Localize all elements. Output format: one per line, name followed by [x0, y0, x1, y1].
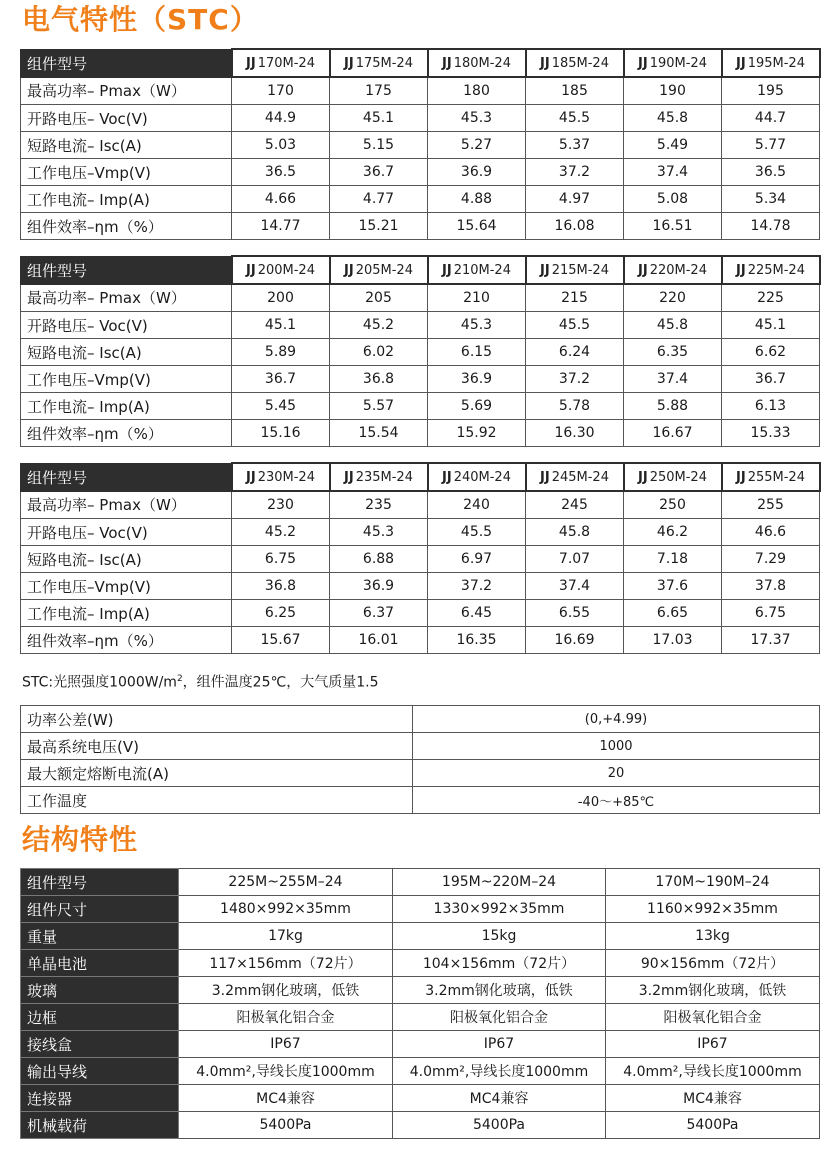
value-cell: 190 — [624, 77, 722, 105]
table-row — [21, 519, 820, 546]
value-cell: 36.9 — [428, 159, 526, 186]
struct-value: 阳极氧化铝合金 — [179, 1004, 393, 1031]
value-cell: 36.9 — [330, 573, 428, 600]
value-cell: 7.29 — [722, 546, 820, 573]
value-cell: 45.5 — [428, 519, 526, 546]
row-label: 工作电流– Imp(A) — [21, 186, 232, 213]
value-cell: 185 — [526, 77, 624, 105]
value-cell: 230 — [232, 491, 330, 519]
struct-value: 5400Pa — [393, 1112, 606, 1139]
value-cell: 14.78 — [722, 213, 820, 240]
value-cell: 240 — [428, 491, 526, 519]
structural-section-title: 结构特性 — [22, 823, 139, 856]
electrical-spec-table-1 — [20, 48, 821, 240]
value-cell: 4.97 — [526, 186, 624, 213]
value-cell: 45.8 — [624, 105, 722, 132]
value-cell: 15.33 — [722, 420, 820, 447]
value-cell: 36.7 — [722, 366, 820, 393]
model-prefix: JJ — [246, 262, 256, 278]
struct-label: 组件型号 — [21, 869, 179, 896]
struct-value: 90×156mm（72片） — [606, 950, 820, 977]
value-cell: 15.16 — [232, 420, 330, 447]
struct-model-range: 225M~255M–24 — [179, 869, 393, 896]
struct-label: 重量 — [21, 923, 179, 950]
model-cell — [526, 49, 624, 77]
table-row — [21, 1112, 820, 1139]
spec-value: (0,+4.99) — [413, 706, 820, 733]
model-prefix: JJ — [736, 469, 746, 485]
model-cell — [624, 256, 722, 284]
model-prefix: JJ — [246, 55, 256, 71]
row-label: 组件效率–ηm（%） — [21, 420, 232, 447]
row-label: 组件效率–ηm（%） — [21, 213, 232, 240]
value-cell: 36.7 — [232, 366, 330, 393]
model-prefix: JJ — [442, 55, 452, 71]
table-row — [21, 546, 820, 573]
value-cell: 37.4 — [624, 366, 722, 393]
value-cell: 36.5 — [232, 159, 330, 186]
struct-value: 3.2mm钢化玻璃，低铁 — [393, 977, 606, 1004]
value-cell: 6.55 — [526, 600, 624, 627]
model-prefix: JJ — [736, 262, 746, 278]
table-row — [21, 1085, 820, 1112]
model-name: 175M-24 — [355, 55, 413, 71]
value-cell: 250 — [624, 491, 722, 519]
model-cell — [232, 49, 330, 77]
spec-label: 最大额定熔断电流(A) — [21, 760, 413, 787]
model-prefix: JJ — [344, 55, 354, 71]
table-row — [21, 132, 820, 159]
spec-label: 功率公差(W) — [21, 706, 413, 733]
value-cell: 180 — [428, 77, 526, 105]
spec-value: 1000 — [413, 733, 820, 760]
row-label: 最高功率– Pmax（W） — [21, 284, 232, 312]
table-row — [21, 312, 820, 339]
struct-value: 15kg — [393, 923, 606, 950]
row-label: 开路电压– Voc(V) — [21, 519, 232, 546]
model-cell — [330, 49, 428, 77]
struct-label: 机械载荷 — [21, 1112, 179, 1139]
value-cell: 6.02 — [330, 339, 428, 366]
model-name: 235M-24 — [355, 469, 413, 485]
struct-value: 5400Pa — [179, 1112, 393, 1139]
value-cell: 6.45 — [428, 600, 526, 627]
table-row — [21, 950, 820, 977]
value-cell: 6.37 — [330, 600, 428, 627]
table-row — [21, 787, 820, 814]
model-name: 255M-24 — [747, 469, 805, 485]
table-row — [21, 600, 820, 627]
model-name: 225M-24 — [747, 262, 805, 278]
value-cell: 46.6 — [722, 519, 820, 546]
struct-value: MC4兼容 — [606, 1085, 820, 1112]
struct-value: 1480×992×35mm — [179, 896, 393, 923]
row-label: 短路电流– Isc(A) — [21, 132, 232, 159]
struct-label: 连接器 — [21, 1085, 179, 1112]
value-cell: 5.45 — [232, 393, 330, 420]
value-cell: 245 — [526, 491, 624, 519]
model-name: 210M-24 — [453, 262, 511, 278]
value-cell: 45.5 — [526, 105, 624, 132]
model-name: 240M-24 — [453, 469, 511, 485]
spec-label: 最高系统电压(V) — [21, 733, 413, 760]
row-label: 开路电压– Voc(V) — [21, 312, 232, 339]
struct-value: 阳极氧化铝合金 — [393, 1004, 606, 1031]
value-cell: 6.65 — [624, 600, 722, 627]
value-cell: 45.3 — [428, 105, 526, 132]
struct-value: 104×156mm（72片） — [393, 950, 606, 977]
value-cell: 16.30 — [526, 420, 624, 447]
value-cell: 210 — [428, 284, 526, 312]
value-cell: 6.24 — [526, 339, 624, 366]
row-label: 开路电压– Voc(V) — [21, 105, 232, 132]
value-cell: 5.08 — [624, 186, 722, 213]
struct-value: IP67 — [393, 1031, 606, 1058]
value-cell: 15.92 — [428, 420, 526, 447]
value-cell: 36.8 — [232, 573, 330, 600]
value-cell: 44.9 — [232, 105, 330, 132]
electrical-spec-table-2 — [20, 255, 821, 447]
model-cell — [722, 463, 820, 491]
value-cell: 7.07 — [526, 546, 624, 573]
model-cell — [624, 49, 722, 77]
value-cell: 45.8 — [526, 519, 624, 546]
value-cell: 37.2 — [526, 159, 624, 186]
table-row — [21, 869, 820, 896]
model-header-row — [21, 463, 820, 491]
value-cell: 17.03 — [624, 627, 722, 654]
value-cell: 15.21 — [330, 213, 428, 240]
value-cell: 220 — [624, 284, 722, 312]
table-row — [21, 77, 820, 105]
value-cell: 225 — [722, 284, 820, 312]
table-row — [21, 627, 820, 654]
model-prefix: JJ — [540, 55, 550, 71]
model-cell — [428, 463, 526, 491]
model-cell — [722, 256, 820, 284]
struct-value: IP67 — [179, 1031, 393, 1058]
struct-label: 输出导线 — [21, 1058, 179, 1085]
value-cell: 6.75 — [232, 546, 330, 573]
value-cell: 5.34 — [722, 186, 820, 213]
table-row — [21, 284, 820, 312]
struct-value: 阳极氧化铝合金 — [606, 1004, 820, 1031]
value-cell: 5.88 — [624, 393, 722, 420]
value-cell: 235 — [330, 491, 428, 519]
value-cell: 255 — [722, 491, 820, 519]
value-cell: 45.5 — [526, 312, 624, 339]
model-name: 245M-24 — [551, 469, 609, 485]
value-cell: 175 — [330, 77, 428, 105]
spec-value: 20 — [413, 760, 820, 787]
struct-value: 117×156mm（72片） — [179, 950, 393, 977]
value-cell: 37.2 — [526, 366, 624, 393]
row-label: 最高功率– Pmax（W） — [21, 491, 232, 519]
value-cell: 45.2 — [330, 312, 428, 339]
value-cell: 37.2 — [428, 573, 526, 600]
value-cell: 37.8 — [722, 573, 820, 600]
value-cell: 36.7 — [330, 159, 428, 186]
value-cell: 5.77 — [722, 132, 820, 159]
value-cell: 45.1 — [330, 105, 428, 132]
value-cell: 5.89 — [232, 339, 330, 366]
table-row — [21, 213, 820, 240]
model-name: 230M-24 — [257, 469, 315, 485]
model-prefix: JJ — [736, 55, 746, 71]
value-cell: 16.08 — [526, 213, 624, 240]
value-cell: 4.66 — [232, 186, 330, 213]
table-row — [21, 393, 820, 420]
value-cell: 6.25 — [232, 600, 330, 627]
value-cell: 36.8 — [330, 366, 428, 393]
row-label: 短路电流– Isc(A) — [21, 546, 232, 573]
model-cell — [232, 463, 330, 491]
value-cell: 16.51 — [624, 213, 722, 240]
struct-value: IP67 — [606, 1031, 820, 1058]
value-cell: 45.8 — [624, 312, 722, 339]
model-name: 205M-24 — [355, 262, 413, 278]
value-cell: 17.37 — [722, 627, 820, 654]
table-row — [21, 760, 820, 787]
struct-value: 4.0mm²,导线长度1000mm — [606, 1058, 820, 1085]
table-row — [21, 159, 820, 186]
value-cell: 15.64 — [428, 213, 526, 240]
struct-label: 玻璃 — [21, 977, 179, 1004]
model-cell — [232, 256, 330, 284]
row-label: 组件效率–ηm（%） — [21, 627, 232, 654]
model-name: 250M-24 — [649, 469, 707, 485]
model-name: 190M-24 — [649, 55, 707, 71]
model-prefix: JJ — [638, 55, 648, 71]
electrical-spec-table-3 — [20, 462, 821, 654]
value-cell: 16.01 — [330, 627, 428, 654]
table-row — [21, 977, 820, 1004]
value-cell: 36.9 — [428, 366, 526, 393]
spec-value: -40～+85℃ — [413, 787, 820, 814]
table-row — [21, 186, 820, 213]
value-cell: 16.35 — [428, 627, 526, 654]
table-row — [21, 896, 820, 923]
table-row — [21, 491, 820, 519]
model-prefix: JJ — [638, 469, 648, 485]
model-prefix: JJ — [344, 469, 354, 485]
row-label: 最高功率– Pmax（W） — [21, 77, 232, 105]
value-cell: 7.18 — [624, 546, 722, 573]
value-cell: 45.2 — [232, 519, 330, 546]
value-cell: 45.3 — [428, 312, 526, 339]
model-prefix: JJ — [442, 262, 452, 278]
model-name: 185M-24 — [551, 55, 609, 71]
model-name: 215M-24 — [551, 262, 609, 278]
model-header-row — [21, 256, 820, 284]
table-row — [21, 1058, 820, 1085]
table-row — [21, 573, 820, 600]
model-name: 195M-24 — [747, 55, 805, 71]
struct-label: 单晶电池 — [21, 950, 179, 977]
struct-value: MC4兼容 — [393, 1085, 606, 1112]
model-name: 180M-24 — [453, 55, 511, 71]
row-label: 组件型号 — [21, 256, 232, 284]
struct-value: 4.0mm²,导线长度1000mm — [179, 1058, 393, 1085]
value-cell: 200 — [232, 284, 330, 312]
struct-model-range: 170M~190M–24 — [606, 869, 820, 896]
value-cell: 6.13 — [722, 393, 820, 420]
value-cell: 6.75 — [722, 600, 820, 627]
spec-label: 工作温度 — [21, 787, 413, 814]
table-row — [21, 105, 820, 132]
value-cell: 37.4 — [624, 159, 722, 186]
model-name: 200M-24 — [257, 262, 315, 278]
stc-note: STC:光照强度$1000W/m^2$，组件温度25℃，大气质量1.5 — [22, 674, 379, 691]
table-row — [21, 420, 820, 447]
value-cell: 5.78 — [526, 393, 624, 420]
value-cell: 5.27 — [428, 132, 526, 159]
value-cell: 6.35 — [624, 339, 722, 366]
value-cell: 6.15 — [428, 339, 526, 366]
row-label: 短路电流– Isc(A) — [21, 339, 232, 366]
value-cell: 6.88 — [330, 546, 428, 573]
value-cell: 5.03 — [232, 132, 330, 159]
model-cell — [428, 256, 526, 284]
model-prefix: JJ — [246, 469, 256, 485]
misc-spec-table — [20, 705, 820, 814]
table-row — [21, 366, 820, 393]
value-cell: 5.37 — [526, 132, 624, 159]
model-name: 170M-24 — [257, 55, 315, 71]
value-cell: 4.88 — [428, 186, 526, 213]
model-header-row — [21, 49, 820, 77]
value-cell: 170 — [232, 77, 330, 105]
value-cell: 16.69 — [526, 627, 624, 654]
struct-value: 3.2mm钢化玻璃，低铁 — [606, 977, 820, 1004]
model-prefix: JJ — [344, 262, 354, 278]
value-cell: 46.2 — [624, 519, 722, 546]
value-cell: 6.62 — [722, 339, 820, 366]
value-cell: 14.77 — [232, 213, 330, 240]
row-label: 工作电压–Vmp(V) — [21, 159, 232, 186]
table-row — [21, 706, 820, 733]
row-label: 工作电流– Imp(A) — [21, 600, 232, 627]
struct-value: 3.2mm钢化玻璃，低铁 — [179, 977, 393, 1004]
value-cell: 5.49 — [624, 132, 722, 159]
row-label: 组件型号 — [21, 49, 232, 77]
model-cell — [526, 463, 624, 491]
value-cell: 45.3 — [330, 519, 428, 546]
table-row — [21, 733, 820, 760]
struct-value: 5400Pa — [606, 1112, 820, 1139]
model-prefix: JJ — [442, 469, 452, 485]
value-cell: 205 — [330, 284, 428, 312]
value-cell: 5.57 — [330, 393, 428, 420]
struct-value: MC4兼容 — [179, 1085, 393, 1112]
struct-value: 4.0mm²,导线长度1000mm — [393, 1058, 606, 1085]
value-cell: 36.5 — [722, 159, 820, 186]
model-prefix: JJ — [638, 262, 648, 278]
struct-value: 1330×992×35mm — [393, 896, 606, 923]
value-cell: 44.7 — [722, 105, 820, 132]
table-row — [21, 339, 820, 366]
struct-model-range: 195M~220M–24 — [393, 869, 606, 896]
model-cell — [330, 463, 428, 491]
struct-label: 组件尺寸 — [21, 896, 179, 923]
electrical-section-title: 电气特性（STC） — [22, 3, 259, 36]
struct-value: 17kg — [179, 923, 393, 950]
model-name: 220M-24 — [649, 262, 707, 278]
value-cell: 37.6 — [624, 573, 722, 600]
model-cell — [722, 49, 820, 77]
table-row — [21, 1004, 820, 1031]
model-cell — [624, 463, 722, 491]
row-label: 工作电压–Vmp(V) — [21, 366, 232, 393]
model-prefix: JJ — [540, 469, 550, 485]
table-row — [21, 1031, 820, 1058]
row-label: 组件型号 — [21, 463, 232, 491]
struct-label: 接线盒 — [21, 1031, 179, 1058]
value-cell: 5.69 — [428, 393, 526, 420]
value-cell: 45.1 — [722, 312, 820, 339]
row-label: 工作电压–Vmp(V) — [21, 573, 232, 600]
struct-label: 边框 — [21, 1004, 179, 1031]
model-cell — [526, 256, 624, 284]
value-cell: 195 — [722, 77, 820, 105]
value-cell: 15.67 — [232, 627, 330, 654]
struct-value: 1160×992×35mm — [606, 896, 820, 923]
value-cell: 6.97 — [428, 546, 526, 573]
model-cell — [428, 49, 526, 77]
value-cell: 5.15 — [330, 132, 428, 159]
value-cell: 45.1 — [232, 312, 330, 339]
struct-value: 13kg — [606, 923, 820, 950]
value-cell: 16.67 — [624, 420, 722, 447]
value-cell: 37.4 — [526, 573, 624, 600]
value-cell: 4.77 — [330, 186, 428, 213]
value-cell: 15.54 — [330, 420, 428, 447]
value-cell: 215 — [526, 284, 624, 312]
model-cell — [330, 256, 428, 284]
model-prefix: JJ — [540, 262, 550, 278]
table-row — [21, 923, 820, 950]
row-label: 工作电流– Imp(A) — [21, 393, 232, 420]
structural-spec-table — [20, 868, 820, 1139]
